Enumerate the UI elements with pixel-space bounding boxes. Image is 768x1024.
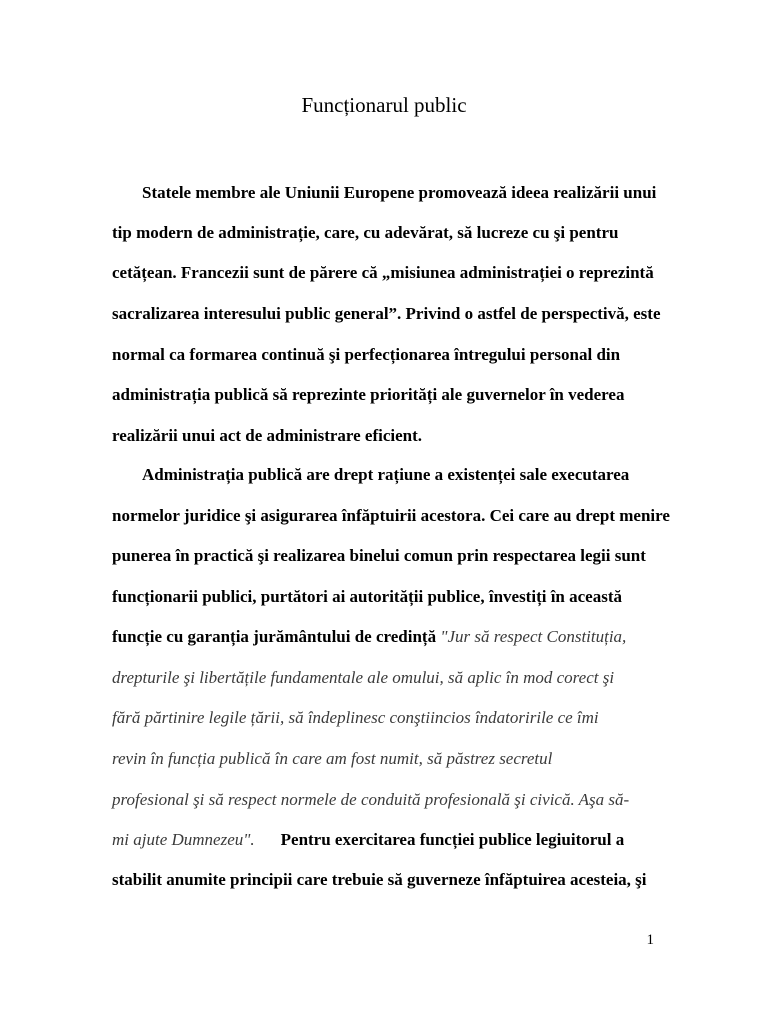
oath-quote-line-4: profesional şi să respect normele de conduită profesională şi civică. Aşa să- [112,790,630,809]
paragraph-2-line-10 [112,829,624,851]
oath-quote-line-3: revin în funcția publică în care am fost numit, să păstrez secretul [112,749,553,768]
paragraph-2-line-1: Administrația publică are drept rațiune a existenței sale executarea [142,465,630,484]
principles-intro-text: Pentru exercitarea funcției publice legiuitorul a [280,830,625,849]
paragraph-1-line-6: administrația publică să reprezinte priorități ale guvernelor în vederea [112,385,625,404]
oath-quote-end: mi ajute Dumnezeu". [112,830,255,849]
paragraph-2-line-2: normelor juridice şi asigurarea înfăptuirii acestora. Cei care au drept menire [112,506,670,525]
paragraph-2-line-5 [112,626,626,648]
oath-quote-line-2: fără părtinire legile țării, să îndeplinesc conştiincios îndatoririle ce îmi [112,708,599,727]
paragraph-1-line-5: normal ca formarea continuă şi perfecționarea întregului personal din [112,345,621,364]
oath-intro-text: funcție cu garanția jurământului de credință [112,627,437,646]
paragraph-2-line-3: punerea în practică şi realizarea binelui comun prin respectarea legii sunt [112,546,646,565]
paragraph-1-line-1: Statele membre ale Uniunii Europene promovează ideea realizării unui [142,183,657,202]
oath-quote-start: "Jur să respect Constituția, [440,627,627,646]
oath-quote-line-1: drepturile şi libertățile fundamentale ale omului, să aplic în mod corect şi [112,668,615,687]
paragraph-2-line-4: funcționarii publici, purtători ai autorității publice, învestiți în această [112,587,622,606]
paragraph-1-line-4: sacralizarea interesului public general”. Privind o astfel de perspectivă, este [112,304,661,323]
paragraph-1-line-7: realizării unui act de administrare eficient. [112,426,423,445]
page-number: 1 [646,932,654,948]
paragraph-2-line-11: stabilit anumite principii care trebuie să guverneze înfăptuirea acesteia, şi [112,870,647,889]
paragraph-1-line-2: tip modern de administrație, care, cu adevărat, să lucreze cu şi pentru [112,223,619,242]
paragraph-1-line-3: cetățean. Francezii sunt de părere că „misiunea administrației o reprezintă [112,263,654,282]
document-title: Funcționarul public [301,93,467,117]
